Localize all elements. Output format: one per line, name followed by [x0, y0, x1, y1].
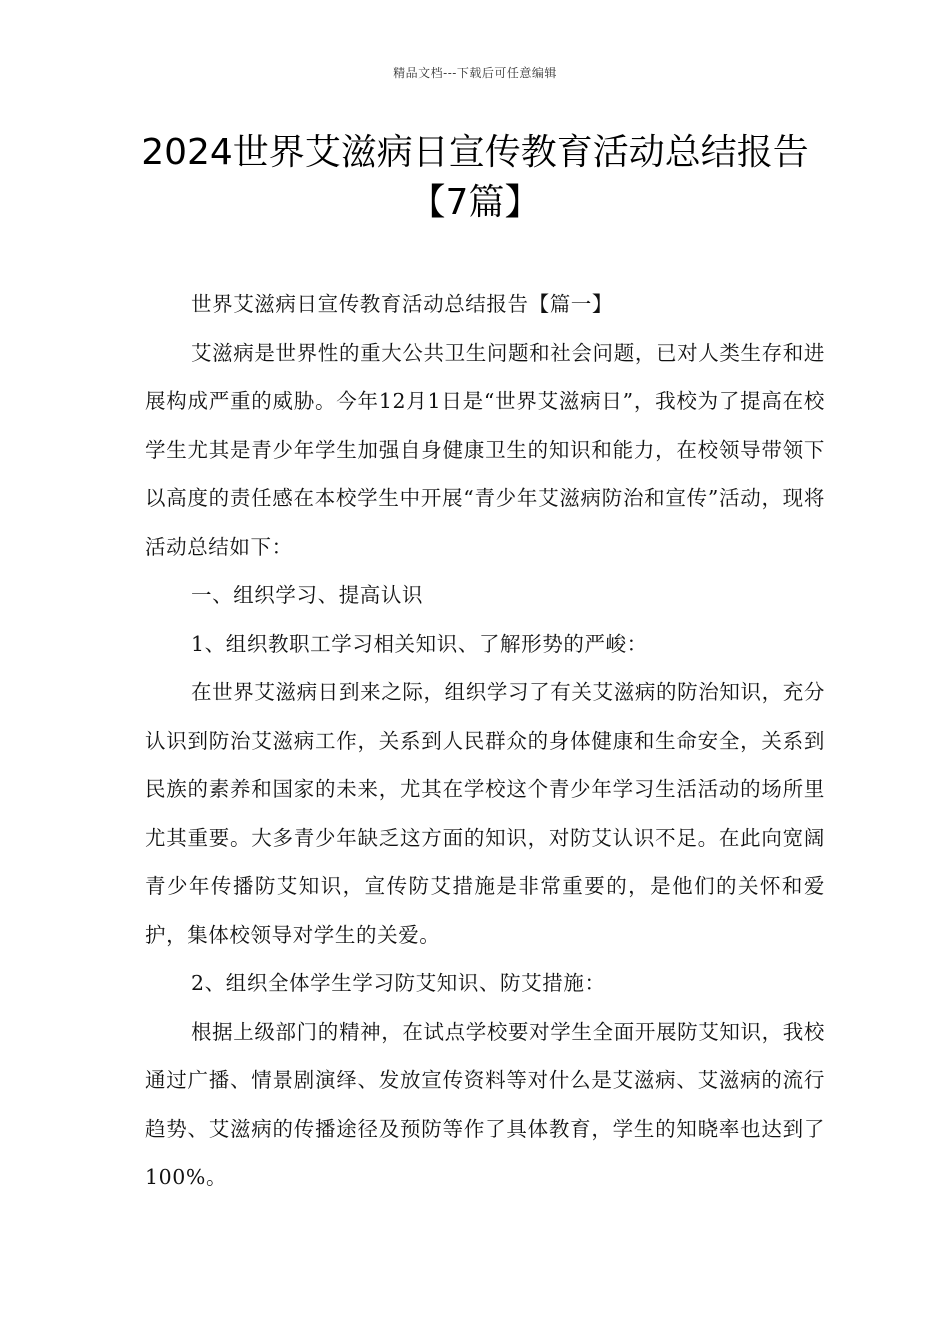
header-note: 精品文档---下载后可任意编辑 — [393, 66, 557, 80]
sub-heading: 一、组织学习、提高认识 — [191, 583, 424, 607]
paragraph: 根据上级部门的精神，在试点学校要对学生全面开展防艾知识，我校通过广播、情景剧演绎、发放宣传资料等对什么是艾滋病、艾滋病的流行趋势、艾滋病的传播途径及预防等作了具体教育，学生的知晓率也达到了100%。 — [145, 1019, 825, 1189]
document-body — [145, 280, 825, 1202]
sub-heading: 2、组织全体学生学习防艾知识、防艾措施： — [191, 971, 606, 995]
paragraph: 在世界艾滋病日到来之际，组织学习了有关艾滋病的防治知识，充分认识到防治艾滋病工作，关系到人民群众的身体健康和生命安全，关系到民族的素养和国家的未来，尤其在学校这个青少年学习生活活动的场所里尤其重要。大多青少年缺乏这方面的知识，对防艾认识不足。在此向宽阔青少年传播防艾知识，宣传防艾措施是非常重要的，是他们的关怀和爱护，集体校领导对学生的关爱。 — [145, 680, 825, 947]
document-title: 2024世界艾滋病日宣传教育活动总结报告【7篇】 — [141, 132, 809, 223]
paragraph: 艾滋病是世界性的重大公共卫生问题和社会问题，已对人类生存和进展构成严重的威胁。今年12月1日是“世界艾滋病日”，我校为了提高在校学生尤其是青少年学生加强自身健康卫生的知识和能力，在校领导带领下以高度的责任感在本校学生中开展“青少年艾滋病防治和宣传”活动，现将活动总结如下： — [145, 340, 825, 559]
sub-heading: 1、组织教职工学习相关知识、了解形势的严峻： — [191, 631, 648, 656]
section-heading: 世界艾滋病日宣传教育活动总结报告【篇一】 — [191, 292, 613, 316]
